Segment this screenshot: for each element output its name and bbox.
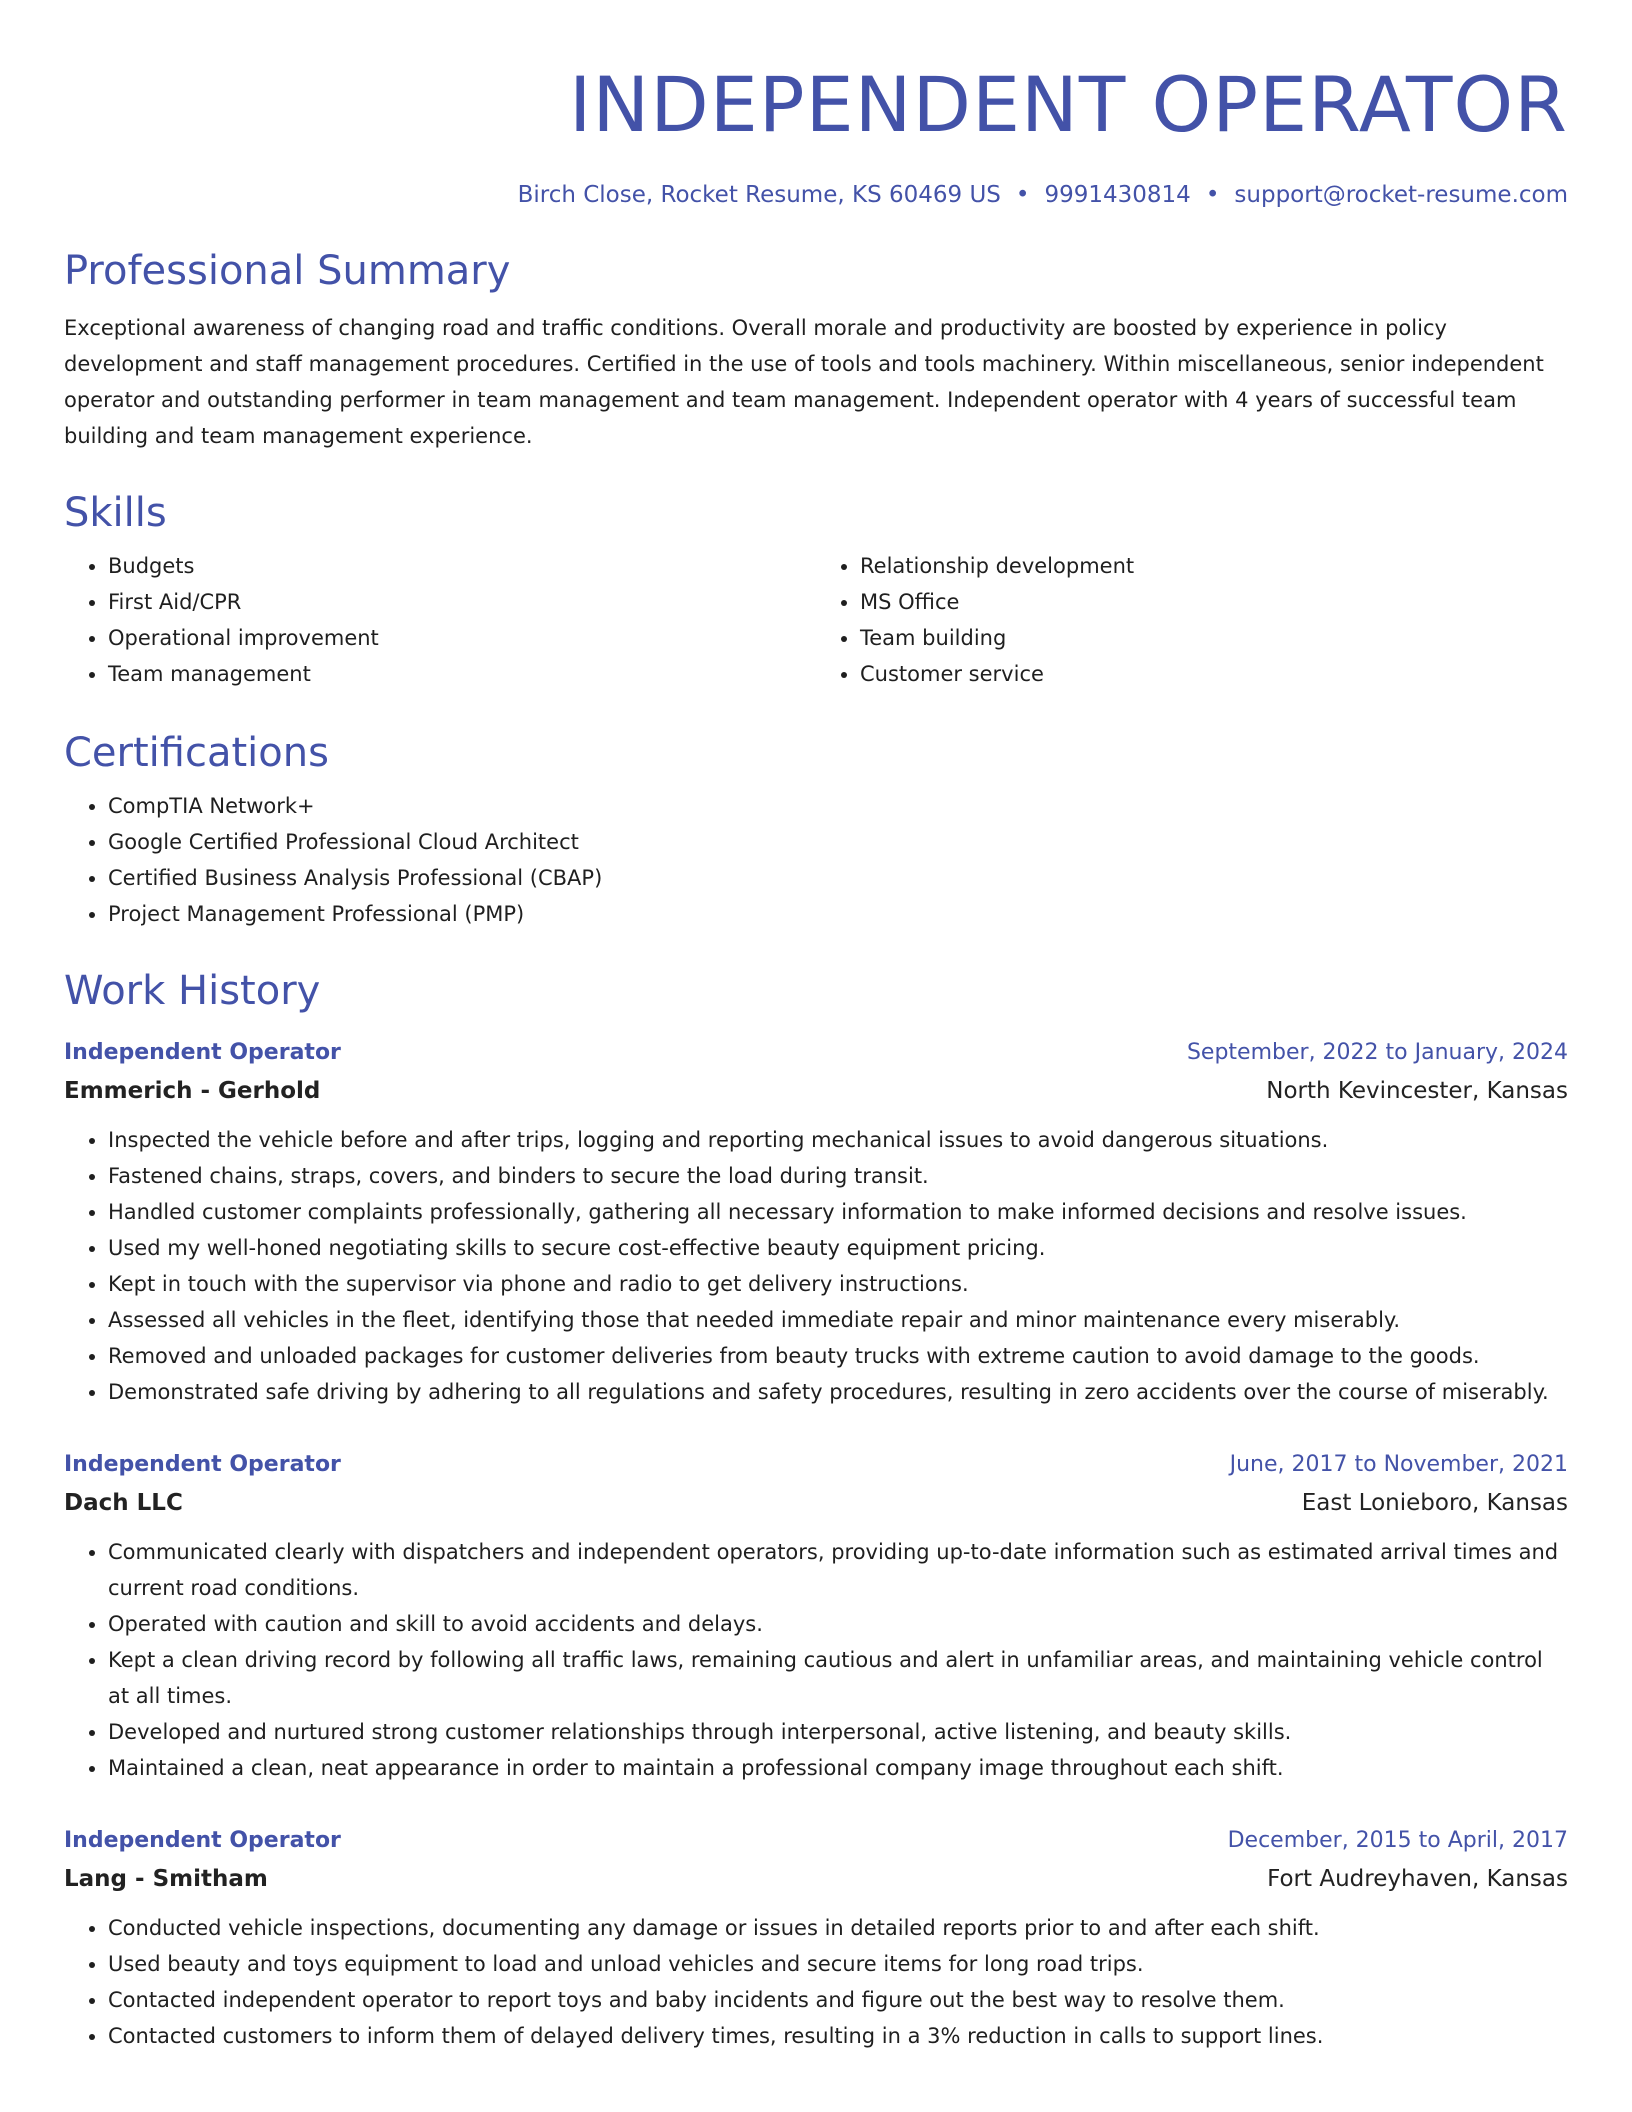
certifications-heading: Certifications (64, 730, 329, 776)
job-title-row (64, 1034, 1568, 1072)
summary-text: Exceptional awareness of changing road and traffic conditions. Overall morale and productivity are boosted by experience in policy development and staff management procedures. Certified in the use of tools and tools machinery. Within miscellaneous, senior independent operator and outstanding performer in team management and team management. Independent operator with 4 years of successful team building and team management experience. (64, 316, 1544, 448)
skills-heading: Skills (64, 490, 167, 536)
candidate-name: INDEPENDENT OPERATOR (568, 60, 1568, 149)
job-company: Emmerich - Gerhold (64, 1078, 321, 1104)
job-bullet: • Conducted vehicle inspections, documenting any damage or issues in detailed reports prior to and after each shift. (108, 1910, 1568, 1946)
resume-page (64, 0, 1568, 2054)
job-bullet: • Used my well-honed negotiating skills to secure cost-effective beauty equipment pricing. (108, 1230, 1568, 1266)
certifications-list (64, 788, 1568, 932)
job-bullet: • Contacted independent operator to report toys and baby incidents and figure out the best way to resolve them. (108, 1982, 1568, 2018)
job-role: Independent Operator (64, 1452, 341, 1477)
job-bullet: • Handled customer complaints professionally, gathering all necessary information to make informed decisions and resolve issues. (108, 1194, 1568, 1230)
job-bullet: • Used beauty and toys equipment to load and unload vehicles and secure items for long road trips. (108, 1946, 1568, 1982)
skill-item: • Team management (108, 656, 816, 692)
job-bullet: • Developed and nurtured strong customer relationships through interpersonal, active listening, and beauty skills. (108, 1714, 1568, 1750)
contact-line (64, 180, 1568, 210)
job-entry (64, 1822, 1568, 2054)
skill-item: • First Aid/CPR (108, 584, 816, 620)
certification-item: • CompTIA Network+ (108, 788, 1568, 824)
job-bullet: • Contacted customers to inform them of delayed delivery times, resulting in a 3% reduction in calls to support lines. (108, 2018, 1568, 2054)
job-bullet: • Communicated clearly with dispatchers and independent operators, providing up-to-date information such as estimated arrival times and current road conditions. (108, 1534, 1568, 1606)
certification-item: • Certified Business Analysis Professional (CBAP) (108, 860, 1568, 896)
job-dates: June, 2017 to November, 2021 (1229, 1452, 1568, 1477)
job-location: Fort Audreyhaven, Kansas (1267, 1866, 1568, 1892)
resume-header (64, 0, 1568, 210)
job-company-row (64, 1072, 1568, 1110)
skills-list-left (64, 548, 816, 692)
contact-separator: • (1205, 182, 1220, 208)
phone: 9991430814 (1044, 182, 1191, 208)
job-entry (64, 1446, 1568, 1786)
job-role: Independent Operator (64, 1040, 341, 1065)
address: Birch Close, Rocket Resume, KS 60469 US (517, 182, 1001, 208)
skill-item: • MS Office (860, 584, 1568, 620)
job-bullet: • Fastened chains, straps, covers, and binders to secure the load during transit. (108, 1158, 1568, 1194)
job-company: Dach LLC (64, 1490, 183, 1516)
skill-item: • Operational improvement (108, 620, 816, 656)
job-company-row (64, 1484, 1568, 1522)
job-location: North Kevincester, Kansas (1266, 1078, 1568, 1104)
skills-grid (64, 548, 1568, 692)
skill-item: • Team building (860, 620, 1568, 656)
skill-item: • Relationship development (860, 548, 1568, 584)
job-bullets (64, 1534, 1568, 1786)
job-dates: September, 2022 to January, 2024 (1186, 1040, 1568, 1065)
job-company: Lang - Smitham (64, 1866, 268, 1892)
job-bullet: • Kept in touch with the supervisor via phone and radio to get delivery instructions. (108, 1266, 1568, 1302)
job-bullet: • Demonstrated safe driving by adhering to all regulations and safety procedures, resulting in zero accidents over the course of miserably. (108, 1374, 1568, 1410)
job-bullet: • Inspected the vehicle before and after trips, logging and reporting mechanical issues to avoid dangerous situations. (108, 1122, 1568, 1158)
job-company-row (64, 1860, 1568, 1898)
skill-item: • Customer service (860, 656, 1568, 692)
job-bullet: • Kept a clean driving record by following all traffic laws, remaining cautious and alert in unfamiliar areas, and maintaining vehicle control at all times. (108, 1642, 1568, 1714)
skills-list-right (816, 548, 1568, 692)
job-bullet: • Maintained a clean, neat appearance in order to maintain a professional company image throughout each shift. (108, 1750, 1568, 1786)
job-bullet: • Operated with caution and skill to avoid accidents and delays. (108, 1606, 1568, 1642)
job-dates: December, 2015 to April, 2017 (1227, 1828, 1568, 1853)
skill-item: • Budgets (108, 548, 816, 584)
job-role: Independent Operator (64, 1828, 341, 1853)
job-title-row (64, 1446, 1568, 1484)
contact-separator: • (1015, 182, 1030, 208)
job-bullets (64, 1910, 1568, 2054)
job-bullet: • Removed and unloaded packages for customer deliveries from beauty trucks with extreme caution to avoid damage to the goods. (108, 1338, 1568, 1374)
job-title-row (64, 1822, 1568, 1860)
job-bullets (64, 1122, 1568, 1410)
work-history-heading: Work History (64, 968, 321, 1014)
email-link[interactable]: support@rocket-resume.com (1234, 182, 1568, 208)
job-location: East Lonieboro, Kansas (1301, 1490, 1568, 1516)
job-entry (64, 1034, 1568, 1410)
summary-heading: Professional Summary (64, 248, 511, 294)
job-bullet: • Assessed all vehicles in the fleet, identifying those that needed immediate repair and minor maintenance every miserably. (108, 1302, 1568, 1338)
certification-item: • Google Certified Professional Cloud Architect (108, 824, 1568, 860)
certification-item: • Project Management Professional (PMP) (108, 896, 1568, 932)
